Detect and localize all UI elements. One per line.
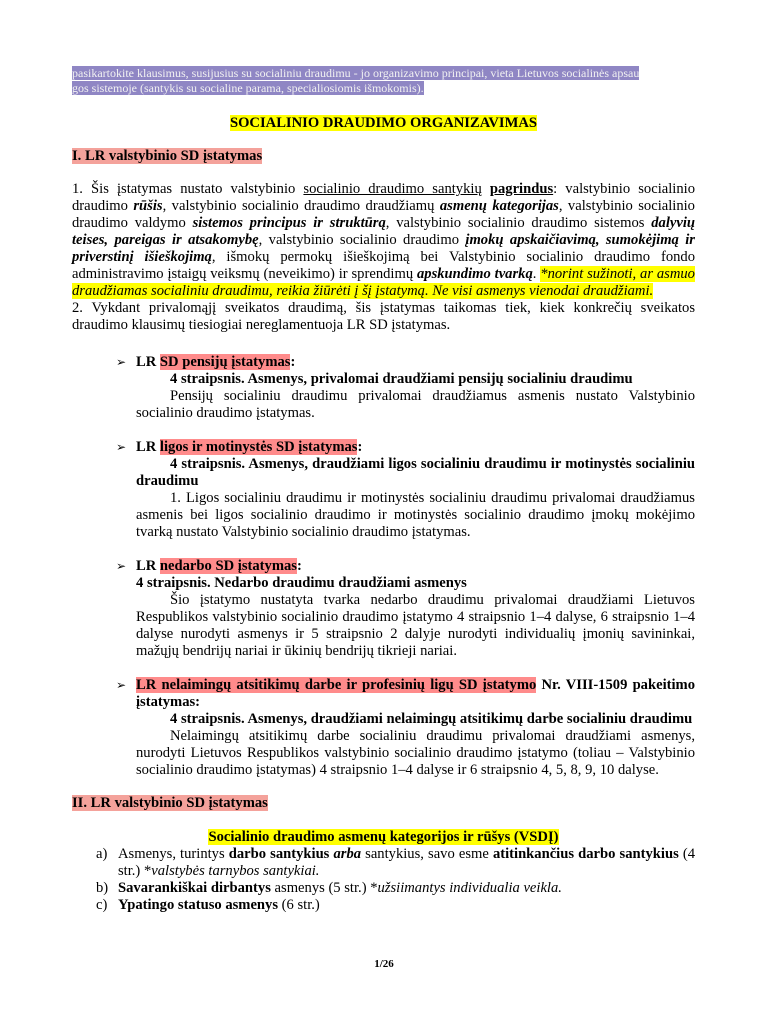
arrow-bullet-icon: ➢ xyxy=(116,440,127,454)
law-title xyxy=(136,439,695,456)
law-title xyxy=(136,677,695,711)
text-run: (6 str.) xyxy=(278,897,320,913)
text-run: 1. Šis įstatymas nustato valstybinio xyxy=(72,181,304,197)
text-run: , išmokų permokų išieškojimą bei Valstybinio socialinio draudimo fondo administravimo įstaigų veiksmų (neveikimo) ir sprendimų xyxy=(72,249,696,282)
text-run: santykius, savo esme xyxy=(361,846,493,862)
law-name: ligos ir motinystės SD įstatymas xyxy=(159,439,358,455)
text-run: (4 str.) * xyxy=(118,846,695,879)
text-run-bold-italic: asmenų kategorijas xyxy=(439,198,559,214)
law-text: Nelaimingų atsitikimų darbe socialiniu draudimu privalomai draudžiami asmenys, nurodyti Lietuvos Respublikos valstybinio socialinio draudimo įstatymo (toliau – Valstybinio socialinio draudimo įstatymas) 4 straipsnio 1–4 dalyse ir 6 straipsnio 4, 5, 8, 9, 10 dalyse. xyxy=(136,728,695,778)
section-1-heading-row xyxy=(72,148,695,165)
list-item xyxy=(72,897,695,914)
text-run: , valstybinio socialinio draudimo sistemos xyxy=(385,215,652,231)
list-item xyxy=(72,880,695,897)
law-prefix: LR xyxy=(136,354,160,370)
law-article: 4 straipsnis. Asmenys, privalomai draudžiami pensijų socialiniu draudimu xyxy=(170,371,633,387)
law-article: 4 straipsnis. Asmenys, draudžiami ligos socialiniu draudimu ir motinystės socialiniu draudimu xyxy=(136,456,695,489)
section-2-heading: II. LR valstybinio SD įstatymas xyxy=(72,795,268,811)
document-page xyxy=(72,66,695,914)
law-suffix: : xyxy=(357,439,363,455)
text-run-bold: atitinkančius darbo santykius xyxy=(492,846,679,862)
list-item xyxy=(72,846,695,880)
text-run-bold: Savarankiškai dirbantys xyxy=(118,880,271,896)
arrow-bullet-icon: ➢ xyxy=(116,559,127,573)
law-article: 4 straipsnis. Asmenys, draudžiami nelaimingų atsitikimų darbe socialiniu draudimu xyxy=(170,711,693,727)
text-run-bold-italic: arba xyxy=(329,846,362,862)
text-run-bold-underlined: pagrindus xyxy=(489,181,554,197)
text-run-italic: užsiimantys individualia veikla. xyxy=(377,880,562,896)
law-suffix: : xyxy=(296,558,302,574)
law-title xyxy=(136,354,695,371)
law-prefix: LR xyxy=(136,439,160,455)
law-text: Pensijų socialiniu draudimu privalomai draudžiamus asmenis nustato Valstybinio socialinio draudimo įstatymas. xyxy=(136,388,695,421)
text-run: : valstybinio socialinio draudimo xyxy=(72,181,695,214)
category-list xyxy=(72,846,695,914)
list-marker: c) xyxy=(96,897,108,913)
law-suffix: Nr. VIII-1509 pakeitimo įstatymas: xyxy=(136,677,695,710)
law-title xyxy=(136,558,695,575)
text-run-bold-italic: sistemos principus ir struktūrą xyxy=(192,215,386,231)
law-block-pensions xyxy=(72,354,695,422)
text-run: Asmenys, turintys xyxy=(118,846,229,862)
arrow-bullet-icon: ➢ xyxy=(116,678,127,692)
text-run-italic: valstybės tarnybos santykiai. xyxy=(151,863,320,879)
document-title: SOCIALINIO DRAUDIMO ORGANIZAVIMAS xyxy=(229,115,538,131)
text-run: , valstybinio socialinio draudimo draudžiamų xyxy=(162,198,440,214)
section-2-subheading-row xyxy=(72,829,695,846)
text-run-bold-italic: dalyvių teises, pareigas ir atsakomybę xyxy=(72,215,695,248)
law-block-workplace-accidents xyxy=(72,677,695,779)
text-run: , valstybinio socialinio draudimo xyxy=(258,232,466,248)
section-1-paragraph-1 xyxy=(72,181,695,300)
list-marker: b) xyxy=(96,880,109,896)
document-title-row xyxy=(72,115,695,132)
text-run-bold: darbo santykius xyxy=(228,846,330,862)
arrow-bullet-icon: ➢ xyxy=(116,355,127,369)
text-run-bold-italic: rūšis xyxy=(133,198,163,214)
law-article: 4 straipsnis. Nedarbo draudimu draudžiami asmenys xyxy=(136,575,467,591)
text-run-bold-italic: apskundimo tvarką xyxy=(416,266,533,282)
section-2-heading-row xyxy=(72,795,695,812)
intro-line-2: gos sistemoje (santykis su socialine parama, specialiosiomis išmokomis). xyxy=(72,81,424,95)
law-prefix: LR xyxy=(136,558,160,574)
law-block-unemployment xyxy=(72,558,695,660)
law-suffix: : xyxy=(290,354,296,370)
intro-line-1: pasikartokite klausimus, susijusius su socialiniu draudimu - jo organizavimo principai, vieta Lietuvos socialinės apsau xyxy=(72,66,640,80)
list-marker: a) xyxy=(96,846,108,862)
text-run-bold-italic: įmokų apskaičiavimą, sumokėjimą ir priverstinį išieškojimą xyxy=(72,232,695,265)
text-run: . xyxy=(532,266,537,282)
intro-highlight xyxy=(72,66,695,96)
text-run: , valstybinio socialinio draudimo valdymo xyxy=(72,198,695,231)
page-number: 1/26 xyxy=(374,958,394,970)
law-name: LR nelaimingų atsitikimų darbe ir profesinių ligų SD įstatymo xyxy=(136,677,537,693)
text-run-bold: Ypatingo statuso asmenys xyxy=(118,897,279,913)
text-run: asmenys (5 str.) * xyxy=(270,880,378,896)
law-block-sickness-maternity xyxy=(72,439,695,541)
section-1-heading: I. LR valstybinio SD įstatymas xyxy=(72,148,263,164)
text-run-underlined: socialinio draudimo santykių xyxy=(303,181,482,197)
section-1-paragraph-2: 2. Vykdant privalomąjį sveikatos draudimą, šis įstatymas taikomas tiek, kiek konkrečių sveikatos draudimo klausimų tiesiogiai nereglamentuoja LR SD įstatymas. xyxy=(72,300,695,333)
law-name: SD pensijų įstatymas xyxy=(159,354,291,370)
highlighted-note: *norint sužinoti, ar asmuo draudžiamas socialiniu draudimu, reikia žiūrėti į šį įstatymą. Ne visi asmenys vienodai draudžiami. xyxy=(72,266,695,299)
law-name: nedarbo SD įstatymas xyxy=(159,558,297,574)
law-text: 1. Ligos socialiniu draudimu ir motinystės socialiniu draudimu privalomai draudžiamus asmenis bei ligos socialinio draudimo ir motinystės socialinio draudimo įmokų mokėjimo tvarką nustato Valstybinio socialinio draudimo įstatymas. xyxy=(136,490,695,540)
law-text: Šio įstatymo nustatyta tvarka nedarbo draudimu privalomai draudžiami Lietuvos Respublikos valstybinio socialinio draudimo įstatymo 4 straipsnio 1–4 dalyse, 6 straipsnio 1–4 dalyse nurodyti asmenys ir 5 straipsnio 2 dalyje nurodyti individualių įmonių savininkai, mažųjų bendrijų nariai ir ūkinių bendrijų tikrieji nariai. xyxy=(136,592,695,659)
section-2-subheading: Socialinio draudimo asmenų kategorijos ir rūšys (VSDĮ) xyxy=(208,829,559,845)
